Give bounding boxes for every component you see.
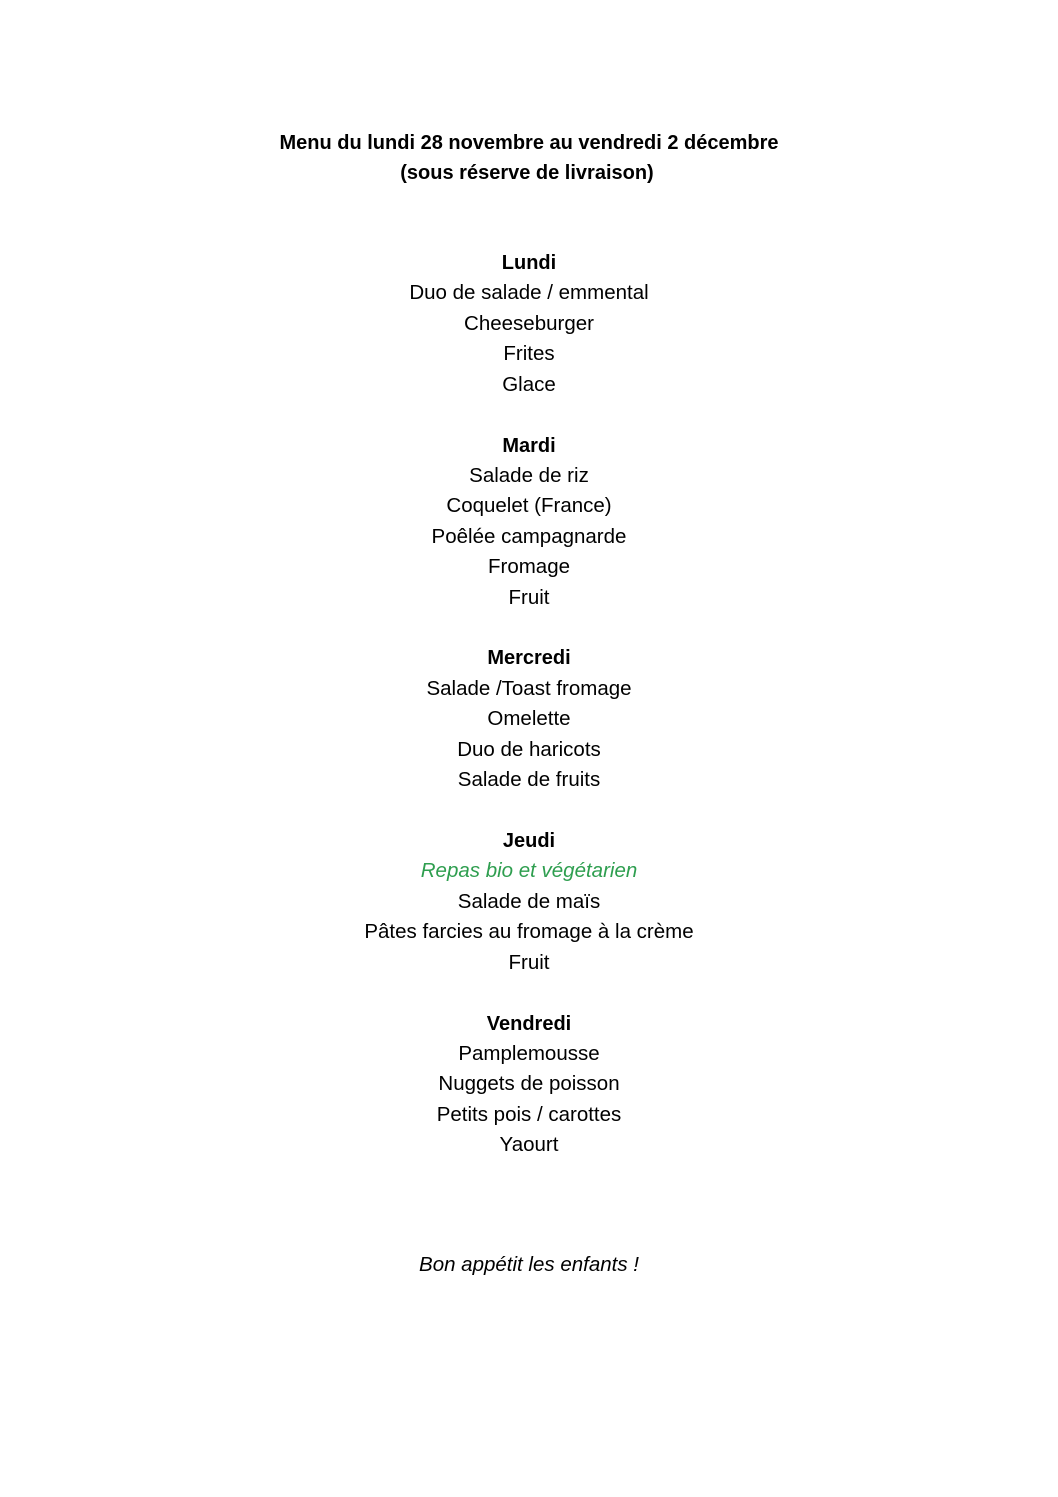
dish-item: Omelette	[487, 707, 571, 731]
day-heading: Mardi	[502, 434, 556, 457]
dish-item: Salade /Toast fromage	[426, 676, 632, 700]
day-heading: Mercredi	[487, 647, 571, 670]
weekly-menu	[0, 248, 1058, 1191]
dish-item: Salade de fruits	[457, 768, 601, 792]
day-heading: Lundi	[501, 252, 557, 274]
dish-item: Frites	[503, 342, 555, 366]
day-section-mercredi	[0, 643, 1058, 795]
day-note: Repas bio et végétarien	[420, 859, 638, 883]
day-heading: Vendredi	[486, 1012, 572, 1035]
dish-item: Pâtes farcies au fromage à la crème	[364, 920, 694, 944]
dish-item: Fromage	[487, 555, 571, 579]
dish-item: Duo de salade / emmental	[409, 281, 649, 305]
day-section-jeudi	[0, 826, 1058, 978]
day-heading: Jeudi	[502, 830, 556, 852]
dish-item: Fruit	[508, 585, 550, 609]
dish-item: Petits pois / carottes	[436, 1102, 622, 1126]
dish-item: Cheeseburger	[464, 311, 594, 335]
dish-item: Yaourt	[499, 1133, 559, 1157]
dish-item: Glace	[502, 372, 556, 396]
dish-item: Salade de riz	[469, 463, 589, 487]
closing-message: Bon appétit les enfants !	[419, 1253, 639, 1276]
dish-item: Duo de haricots	[457, 737, 601, 761]
dish-item: Coquelet (France)	[446, 494, 612, 518]
day-section-mardi	[0, 431, 1058, 613]
dish-item: Poêlée campagnarde	[431, 524, 627, 548]
day-section-vendredi	[0, 1009, 1058, 1161]
day-section-lundi	[0, 248, 1058, 400]
dish-item: Nuggets de poisson	[438, 1072, 620, 1096]
dish-item: Salade de maïs	[457, 889, 601, 913]
dish-item: Fruit	[508, 950, 550, 974]
page-title: Menu du lundi 28 novembre au vendredi 2 décembre	[279, 132, 779, 154]
page-subtitle: (sous réserve de livraison)	[400, 162, 654, 184]
dish-item: Pamplemousse	[458, 1041, 600, 1065]
title-block	[0, 128, 1058, 188]
